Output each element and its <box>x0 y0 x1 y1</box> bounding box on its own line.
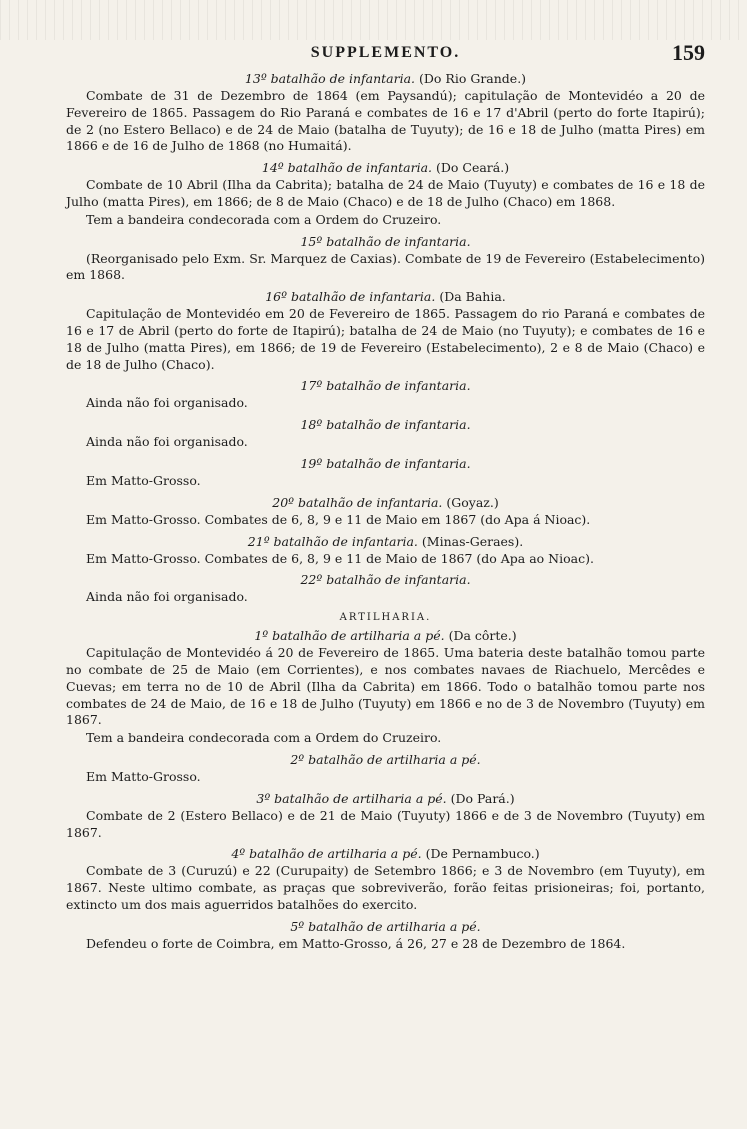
battalion-paragraph: Tem a bandeira condecorada com a Ordem do Cruzeiro. <box>86 211 442 227</box>
battalion-heading <box>66 233 705 250</box>
battalion-section <box>66 288 705 373</box>
battalion-origin: (Do Pará.) <box>450 790 515 806</box>
battalion-section <box>66 159 705 228</box>
battalion-heading <box>66 571 705 588</box>
battalion-paragraph: Capitulação de Montevidéo em 20 de Fevereiro de 1865. Passagem do rio Paraná e combates de 16 e 17 de Abril (perto do forte de Itapirú); batalha de 24 de Maio (no Tuyuty); e combates de 16 e 18 de Julho (matta Pires), em 1866; de 19 de Fevereiro (Estabelecimento), 2 e 8 de Maio (Chaco) e de 18 de Julho (Chaco). <box>66 306 705 372</box>
battalion-title: 13º batalhão de infantaria. <box>244 71 416 86</box>
battalion-section <box>66 455 705 490</box>
battalion-heading <box>66 627 705 644</box>
battalion-paragraph: Combate de 31 de Dezembro de 1864 (em Paysandú); capitulação de Montevidéo a 20 de Fevereiro de 1865. Passagem do Rio Paraná e combates de 16 e 17 d'Abril (perto do forte Itapirú); de 2 (no Estero Bellaco) e de 24 de Maio (batalha de Tuyuty); de 16 e 18 de Julho (matta Pires) em 1866 e de 16 de Julho de 1868 (no Humaitá). <box>66 88 705 154</box>
battalion-section <box>66 233 705 285</box>
battalion-paragraph: Em Matto-Grosso. Combates de 6, 8, 9 e 11 de Maio em 1867 (do Apa á Nioac). <box>86 511 591 527</box>
battalion-section <box>66 533 705 568</box>
battalion-title: 2º batalhão de artilharia a pé. <box>290 751 481 767</box>
battalion-title: 3º batalhão de artilharia a pé. <box>256 790 447 806</box>
battalion-title: 4º batalhão de artilharia a pé. <box>231 846 422 862</box>
battalion-origin: (Da côrte.) <box>448 628 517 644</box>
battalion-heading <box>66 377 705 394</box>
battalion-heading <box>66 751 705 768</box>
battalion-title: 21º batalhão de infantaria. <box>247 533 418 549</box>
battalion-heading <box>66 494 705 511</box>
battalion-origin: (Da Bahia. <box>439 289 506 305</box>
battalion-title: 22º batalhão de infantaria. <box>300 572 471 588</box>
battalion-section <box>66 751 705 786</box>
battalion-heading <box>66 288 705 305</box>
battalion-title: 1º batalhão de artilharia a pé. <box>254 628 445 644</box>
battalion-title: 19º batalhão de infantaria. <box>300 455 471 471</box>
battalion-heading <box>66 70 705 87</box>
battalion-paragraph: Combate de 3 (Curuzú) e 22 (Curupaity) de Setembro 1866; e 3 de Novembro (em Tuyuty), em 1867. Neste ultimo combate, as praças que sobreviverão, forão feitas prisioneiras; foi, portanto, extincto um dos mais aguerridos batalhões do exercito. <box>66 863 705 912</box>
battalion-heading <box>66 845 705 862</box>
page-header <box>66 40 705 66</box>
battalion-heading <box>66 533 705 550</box>
battalion-section <box>66 377 705 412</box>
battalion-origin: (Do Rio Grande.) <box>419 71 527 86</box>
battalion-paragraph: Em Matto-Grosso. <box>86 472 201 488</box>
battalion-heading <box>66 918 705 935</box>
artillery-sections <box>66 627 705 952</box>
battalion-paragraph: Ainda não foi organisado. <box>86 434 248 450</box>
battalion-heading <box>66 159 705 176</box>
battalion-paragraph: Capitulação de Montevidéo á 20 de Fevereiro de 1865. Uma bateria deste batalhão tomou parte no combate de 25 de Maio (em Corrientes), e nos combates navaes de Riachuelo, Mercêdes e Cuevas; em terra no de 10 de Abril (Ilha da Cabrita) em 1866. Todo o batalhão tomou parte nos combates de 24 de Maio, de 16 e 18 de Julho (Tuyuty) em 1866 e no de 3 de Novembro (Tuyuty) em 1867. <box>66 645 705 728</box>
battalion-paragraph: Ainda não foi organisado. <box>86 395 248 411</box>
artilharia-title: ARTILHARIA. <box>339 612 432 624</box>
battalion-paragraph: Em Matto-Grosso. Combates de 6, 8, 9 e 11 de Maio de 1867 (do Apa ao Nioac). <box>86 550 594 566</box>
battalion-paragraph: Combate de 2 (Estero Bellaco) e de 21 de Maio (Tuyuty) 1866 e de 3 de Novembro (Tuyuty) em 1867. <box>66 807 705 840</box>
battalion-title: 17º batalhão de infantaria. <box>300 378 471 394</box>
page-number: 159 <box>672 40 705 65</box>
battalion-section <box>66 494 705 529</box>
battalion-paragraph: Ainda não foi organisado. <box>86 589 248 605</box>
battalion-paragraph: Tem a bandeira condecorada com a Ordem do Cruzeiro. <box>86 730 442 746</box>
battalion-title: 18º batalhão de infantaria. <box>300 417 471 433</box>
battalion-paragraph: Em Matto-Grosso. <box>86 768 201 784</box>
battalion-title: 14º batalhão de infantaria. <box>261 160 433 176</box>
battalion-section <box>66 70 705 155</box>
battalion-section <box>66 845 705 913</box>
battalion-section <box>66 790 705 842</box>
battalion-section <box>66 627 705 747</box>
battalion-title: 16º batalhão de infantaria. <box>265 289 436 305</box>
battalion-section <box>66 918 705 953</box>
battalion-section <box>66 416 705 451</box>
battalion-title: 5º batalhão de artilharia a pé. <box>290 918 481 934</box>
battalion-heading <box>66 790 705 807</box>
battalion-paragraph: Combate de 10 Abril (Ilha da Cabrita); batalha de 24 de Maio (Tuyuty) e combates de 16 e 18 de Julho (matta Pires), em 1866; de 8 de Maio (Chaco) e de 18 de Julho (Chaco) em 1868. <box>66 177 705 209</box>
battalion-heading <box>66 455 705 472</box>
battalion-origin: (De Pernambuco.) <box>425 846 540 862</box>
battalion-origin: (Goyaz.) <box>446 494 499 510</box>
battalion-title: 20º batalhão de infantaria. <box>272 494 443 510</box>
battalion-origin: (Minas-Geraes). <box>421 533 524 549</box>
battalion-section <box>66 571 705 606</box>
battalion-paragraph: (Reorganisado pelo Exm. Sr. Marquez de Caxias). Combate de 19 de Fevereiro (Estabelecimento) em 1868. <box>66 250 705 283</box>
battalion-title: 15º batalhão de infantaria. <box>300 233 471 249</box>
running-title: SUPPLEMENTO. <box>310 44 461 61</box>
battalion-origin: (Do Ceará.) <box>436 160 510 176</box>
battalion-paragraph: Defendeu o forte de Coimbra, em Matto-Grosso, á 26, 27 e 28 de Dezembro de 1864. <box>86 935 626 951</box>
battalion-heading <box>66 416 705 433</box>
infantry-sections <box>66 70 705 606</box>
